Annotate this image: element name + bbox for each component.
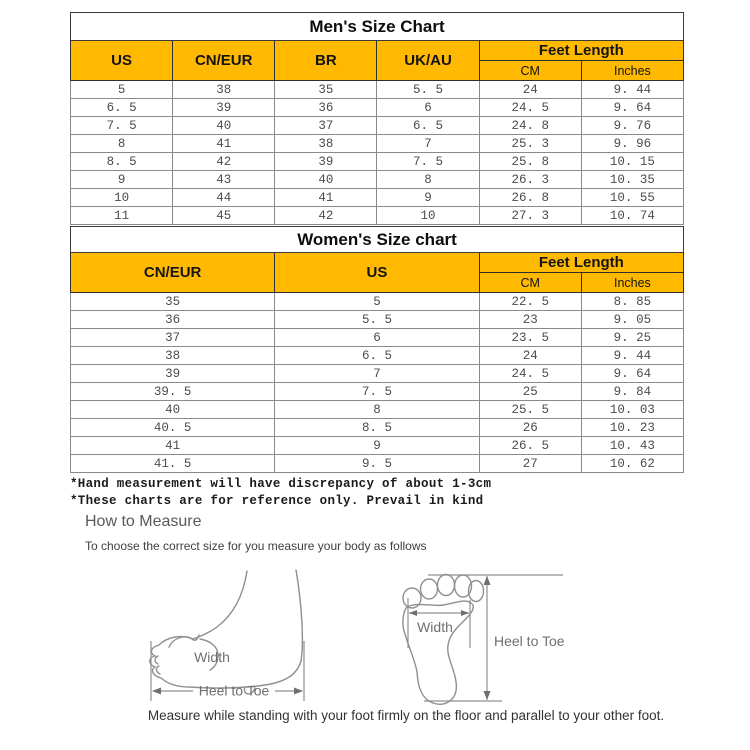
mens-size-row: [71, 207, 684, 225]
cell-us: 8: [71, 135, 173, 153]
cell-cm: 25: [479, 383, 581, 401]
cell-br: 38: [275, 135, 377, 153]
how-to-measure-heading: How to Measure: [85, 513, 202, 530]
cell-br: 42: [275, 207, 377, 225]
mens-size-row: [71, 171, 684, 189]
womens-size-row: [71, 311, 684, 329]
measure-instruction-caption: Measure while standing with your foot firmly on the floor and parallel to your other foot.: [147, 708, 665, 723]
womens-table-title-row: [71, 227, 684, 253]
cell-br: 37: [275, 117, 377, 135]
cell-cn-eur: 44: [173, 189, 275, 207]
cell-cm: 27. 3: [479, 207, 581, 225]
col-header-feet-length: Feet Length: [479, 41, 683, 61]
col-header-uk-au: UK/AU: [377, 41, 479, 81]
cell-us: 8. 5: [275, 419, 479, 437]
mens-size-chart-section: [70, 12, 684, 225]
mens-size-row: [71, 99, 684, 117]
cell-us: 7. 5: [71, 117, 173, 135]
disclaimer-notes: [70, 476, 491, 510]
cell-inches: 9. 64: [581, 99, 683, 117]
cell-us: 5: [275, 293, 479, 311]
mens-size-row: [71, 135, 684, 153]
foot-side-view-diagram: [145, 565, 320, 705]
cell-br: 40: [275, 171, 377, 189]
cell-cm: 24. 5: [479, 99, 581, 117]
cell-cm: 26. 8: [479, 189, 581, 207]
how-to-measure-subtitle: To choose the correct size for you measure your body as follows: [85, 539, 427, 553]
cell-inches: 9. 76: [581, 117, 683, 135]
cell-inches: 9. 96: [581, 135, 683, 153]
cell-br: 35: [275, 81, 377, 99]
width-arrowhead-right: [461, 610, 469, 616]
cell-uk-au: 5. 5: [377, 81, 479, 99]
cell-cm: 25. 8: [479, 153, 581, 171]
col-header-us: US: [275, 253, 479, 293]
note-reference-only: *These charts are for reference only. Prevail in kind: [70, 494, 484, 508]
foot-sole-outline: [403, 601, 473, 704]
cell-uk-au: 10: [377, 207, 479, 225]
cell-cm: 23. 5: [479, 329, 581, 347]
cell-cn-eur: 37: [71, 329, 275, 347]
cell-cm: 22. 5: [479, 293, 581, 311]
cell-cn-eur: 39: [71, 365, 275, 383]
cell-cm: 26. 3: [479, 171, 581, 189]
cell-uk-au: 8: [377, 171, 479, 189]
cell-inches: 10. 35: [581, 171, 683, 189]
col-header-feet-length: Feet Length: [479, 253, 683, 273]
cell-inches: 8. 85: [581, 293, 683, 311]
mens-size-row: [71, 189, 684, 207]
womens-size-row: [71, 329, 684, 347]
cell-cn-eur: 40: [173, 117, 275, 135]
cell-br: 41: [275, 189, 377, 207]
cell-cn-eur: 38: [71, 347, 275, 365]
col-header-cm: CM: [479, 273, 581, 293]
cell-inches: 10. 15: [581, 153, 683, 171]
cell-inches: 9. 64: [581, 365, 683, 383]
womens-table-body: [71, 293, 684, 473]
cell-inches: 9. 44: [581, 347, 683, 365]
col-header-br: BR: [275, 41, 377, 81]
cell-inches: 10. 74: [581, 207, 683, 225]
mens-size-row: [71, 81, 684, 99]
width-arrowhead-left: [409, 610, 417, 616]
cell-cn-eur: 43: [173, 171, 275, 189]
cell-cm: 25. 3: [479, 135, 581, 153]
heel-to-toe-label: Heel to Toe: [494, 633, 565, 649]
note-hand-measurement: *Hand measurement will have discrepancy of about 1-3cm: [70, 477, 492, 491]
womens-size-row: [71, 365, 684, 383]
cell-us: 8: [275, 401, 479, 419]
cell-cn-eur: 39: [173, 99, 275, 117]
cell-cn-eur: 35: [71, 293, 275, 311]
cell-cn-eur: 38: [173, 81, 275, 99]
toe-curl-lines: [155, 656, 160, 674]
cell-cn-eur: 42: [173, 153, 275, 171]
mens-table-title-row: [71, 13, 684, 41]
col-header-cn-eur: CN/EUR: [173, 41, 275, 81]
mens-size-table: [70, 12, 684, 225]
width-label: Width: [194, 649, 230, 665]
cell-br: 36: [275, 99, 377, 117]
cell-us: 9. 5: [275, 455, 479, 473]
cell-inches: 10. 23: [581, 419, 683, 437]
cell-cm: 24. 5: [479, 365, 581, 383]
cell-inches: 10. 03: [581, 401, 683, 419]
cell-uk-au: 7: [377, 135, 479, 153]
col-header-inches: Inches: [581, 273, 683, 293]
arrowhead-left: [152, 688, 161, 695]
cell-us: 6. 5: [71, 99, 173, 117]
cell-uk-au: 7. 5: [377, 153, 479, 171]
cell-cn-eur: 36: [71, 311, 275, 329]
col-header-us: US: [71, 41, 173, 81]
cell-us: 5: [71, 81, 173, 99]
cell-cn-eur: 41. 5: [71, 455, 275, 473]
cell-cm: 24: [479, 81, 581, 99]
cell-us: 8. 5: [71, 153, 173, 171]
womens-size-row: [71, 401, 684, 419]
cell-cm: 23: [479, 311, 581, 329]
foot-side-outline: [150, 570, 303, 688]
cell-us: 9: [275, 437, 479, 455]
cell-uk-au: 6: [377, 99, 479, 117]
cell-cn-eur: 40: [71, 401, 275, 419]
cell-cn-eur: 41: [173, 135, 275, 153]
womens-size-row: [71, 383, 684, 401]
cell-uk-au: 9: [377, 189, 479, 207]
width-label: Width: [417, 619, 453, 635]
mens-table-body: [71, 81, 684, 225]
cell-cm: 27: [479, 455, 581, 473]
cell-cn-eur: 40. 5: [71, 419, 275, 437]
cell-us: 11: [71, 207, 173, 225]
col-header-cn-eur: CN/EUR: [71, 253, 275, 293]
womens-size-row: [71, 293, 684, 311]
cell-cm: 26: [479, 419, 581, 437]
toe-2: [421, 579, 438, 599]
cell-us: 6. 5: [275, 347, 479, 365]
womens-size-row: [71, 455, 684, 473]
cell-cm: 24. 8: [479, 117, 581, 135]
womens-size-row: [71, 437, 684, 455]
vertical-arrowhead-top: [484, 576, 491, 585]
cell-us: 10: [71, 189, 173, 207]
cell-cn-eur: 41: [71, 437, 275, 455]
cell-us: 6: [275, 329, 479, 347]
cell-inches: 10. 55: [581, 189, 683, 207]
col-header-cm: CM: [479, 61, 581, 81]
womens-size-row: [71, 347, 684, 365]
cell-us: 7. 5: [275, 383, 479, 401]
cell-cm: 26. 5: [479, 437, 581, 455]
cell-inches: 9. 84: [581, 383, 683, 401]
cell-us: 7: [275, 365, 479, 383]
womens-size-chart-section: [70, 226, 684, 473]
womens-table-title: Women's Size chart: [71, 227, 684, 253]
cell-uk-au: 6. 5: [377, 117, 479, 135]
womens-size-table: [70, 226, 684, 473]
cell-inches: 9. 05: [581, 311, 683, 329]
mens-size-row: [71, 153, 684, 171]
vertical-arrowhead-bottom: [484, 691, 491, 700]
womens-size-row: [71, 419, 684, 437]
womens-table-header-row: [71, 253, 684, 273]
cell-inches: 10. 62: [581, 455, 683, 473]
mens-size-row: [71, 117, 684, 135]
cell-us: 5. 5: [275, 311, 479, 329]
cell-inches: 9. 44: [581, 81, 683, 99]
cell-cm: 25. 5: [479, 401, 581, 419]
cell-cn-eur: 39. 5: [71, 383, 275, 401]
arrowhead-right: [294, 688, 303, 695]
cell-inches: 9. 25: [581, 329, 683, 347]
toe-3: [438, 575, 455, 596]
mens-table-header-row: [71, 41, 684, 61]
cell-cm: 24: [479, 347, 581, 365]
heel-to-toe-label: Heel to Toe: [198, 682, 270, 699]
mens-table-title: Men's Size Chart: [71, 13, 684, 41]
cell-us: 9: [71, 171, 173, 189]
cell-cn-eur: 45: [173, 207, 275, 225]
cell-inches: 10. 43: [581, 437, 683, 455]
cell-br: 39: [275, 153, 377, 171]
foot-top-view-diagram: [388, 558, 578, 708]
col-header-inches: Inches: [581, 61, 683, 81]
